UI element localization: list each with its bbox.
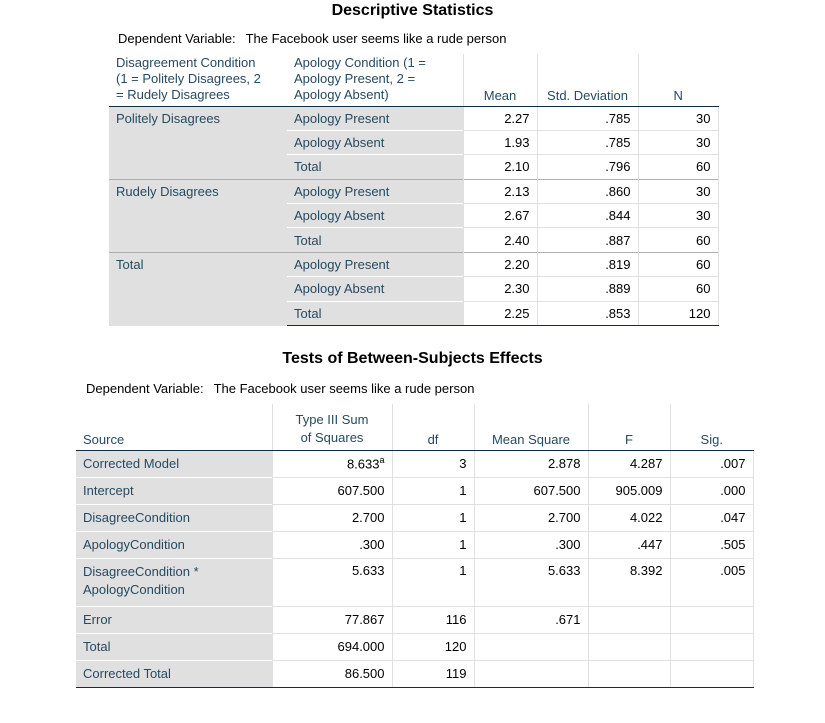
apology-label: Total [287,301,463,325]
cell-f: 4.287 [588,450,670,477]
cell-n: 30 [638,179,718,203]
source-label [76,660,272,687]
source-text-cont: ApologyCondition [83,581,185,597]
cell-f [588,660,670,687]
cell-n: 60 [638,228,718,252]
source-label [76,606,272,633]
cell-df: 1 [392,504,474,531]
cell-mean: 2.40 [463,228,537,252]
cell-f [588,633,670,660]
cell-df: 120 [392,633,474,660]
cell-n: 30 [638,130,718,154]
cell-df: 1 [392,531,474,558]
cell-sd: .785 [537,106,638,130]
cell-sd: .796 [537,155,638,179]
cell-sig: .005 [670,558,753,606]
cell-ms: 5.633 [474,558,588,606]
source-label [76,504,272,531]
tests-title: Tests of Between-Subjects Effects [282,350,543,367]
cell-ss [272,450,392,477]
cell-df: 116 [392,606,474,633]
ss-value: 694.000 [337,639,385,654]
apology-label: Apology Absent [287,204,463,228]
ss-value: .300 [359,537,385,552]
cell-sig [670,606,753,633]
descriptive-row [109,106,718,130]
source-text: Corrected Model [83,455,180,471]
descriptive-row [109,179,718,203]
cell-n: 120 [638,301,718,325]
source-text: Error [83,611,112,627]
tests-row [76,558,753,606]
source-text: Corrected Total [83,665,171,681]
cell-ms: 607.500 [474,477,588,504]
cell-sig: .047 [670,504,753,531]
tests-dependent-variable [86,381,474,396]
cell-ms [474,633,588,660]
apology-label: Apology Absent [287,277,463,301]
cell-f [588,606,670,633]
cell-sig: .505 [670,531,753,558]
source-label [76,450,272,477]
apology-label: Total [287,228,463,252]
cell-sig [670,660,753,687]
header-n: N [638,54,718,106]
cell-n: 60 [638,277,718,301]
header-sig: Sig. [670,404,753,450]
tests-row [76,633,753,660]
cell-mean: 1.93 [463,130,537,154]
cell-n: 30 [638,106,718,130]
cell-mean: 2.25 [463,301,537,325]
header-disagreement-condition: Disagreement Condition (1 = Politely Disagrees, 2 = Rudely Disagrees [109,54,287,106]
cell-sd: .785 [537,130,638,154]
cell-mean: 2.67 [463,204,537,228]
header-apology-condition: Apology Condition (1 = Apology Present, 2 = Apology Absent) [287,54,463,106]
ss-value: 607.500 [337,483,385,498]
cell-sd: .887 [537,228,638,252]
tests-row [76,477,753,504]
header-std-deviation: Std. Deviation [537,54,638,106]
descriptive-table [109,54,719,326]
cell-sig: .000 [670,477,753,504]
cell-ms [474,660,588,687]
source-label [76,531,272,558]
cell-ss [272,660,392,687]
tests-table [76,404,754,688]
cell-sd: .860 [537,179,638,203]
cell-sd: .889 [537,277,638,301]
ss-value: 5.633 [351,562,385,578]
cell-mean: 2.10 [463,155,537,179]
descriptive-row [109,252,718,276]
dep-label: Dependent Variable: [118,31,236,46]
source-text: ApologyCondition [83,536,185,552]
cell-df: 119 [392,660,474,687]
cell-ms: .300 [474,531,588,558]
apology-label: Apology Absent [287,130,463,154]
ss-value: 2.700 [351,510,385,525]
tests-row [76,531,753,558]
cell-sig: .007 [670,450,753,477]
descriptive-dependent-variable [118,31,506,46]
tests-row [76,660,753,687]
cell-mean: 2.27 [463,106,537,130]
cell-ss [272,477,392,504]
source-text: DisagreeCondition [83,509,190,525]
tests-row [76,504,753,531]
source-text: DisagreeCondition * [83,563,199,579]
group-label: Total [109,252,287,325]
ss-value: 77.867 [344,612,385,627]
source-text: Total [83,638,111,654]
cell-f: 8.392 [588,558,670,606]
header-df: df [392,404,474,450]
footnote-marker: a [379,455,385,466]
cell-ms: 2.878 [474,450,588,477]
cell-sd: .844 [537,204,638,228]
cell-mean: 2.20 [463,252,537,276]
dep-value: The Facebook user seems like a rude person [245,31,507,46]
cell-f: .447 [588,531,670,558]
cell-mean: 2.30 [463,277,537,301]
apology-label: Apology Present [287,179,463,203]
cell-ss [272,633,392,660]
cell-df: 3 [392,450,474,477]
descriptive-title: Descriptive Statistics [331,2,494,19]
dep-value: The Facebook user seems like a rude person [213,381,475,396]
cell-n: 60 [638,252,718,276]
apology-label: Apology Present [287,252,463,276]
cell-sd: .819 [537,252,638,276]
group-label: Politely Disagrees [109,106,287,179]
cell-ss [272,531,392,558]
header-mean: Mean [463,54,537,106]
cell-df: 1 [392,558,474,606]
cell-ss [272,606,392,633]
source-text: Intercept [83,482,134,498]
cell-ms: .671 [474,606,588,633]
header-mean-square: Mean Square [474,404,588,450]
tests-row [76,450,753,477]
source-label [76,633,272,660]
cell-sd: .853 [537,301,638,325]
cell-ss [272,558,392,606]
header-f: F [588,404,670,450]
cell-f: 4.022 [588,504,670,531]
ss-value: 8.633 [346,456,380,472]
cell-df: 1 [392,477,474,504]
header-source: Source [76,404,272,450]
cell-ms: 2.700 [474,504,588,531]
cell-sig [670,633,753,660]
ss-value: 86.500 [344,666,385,681]
header-type-iii-ss: Type III Sum of Squares [272,404,392,450]
source-label [76,477,272,504]
cell-n: 60 [638,155,718,179]
source-label [76,558,272,606]
cell-f: 905.009 [588,477,670,504]
tests-row [76,606,753,633]
cell-mean: 2.13 [463,179,537,203]
cell-ss [272,504,392,531]
apology-label: Apology Present [287,106,463,130]
group-label: Rudely Disagrees [109,179,287,252]
cell-n: 30 [638,204,718,228]
dep-label: Dependent Variable: [86,381,204,396]
apology-label: Total [287,155,463,179]
